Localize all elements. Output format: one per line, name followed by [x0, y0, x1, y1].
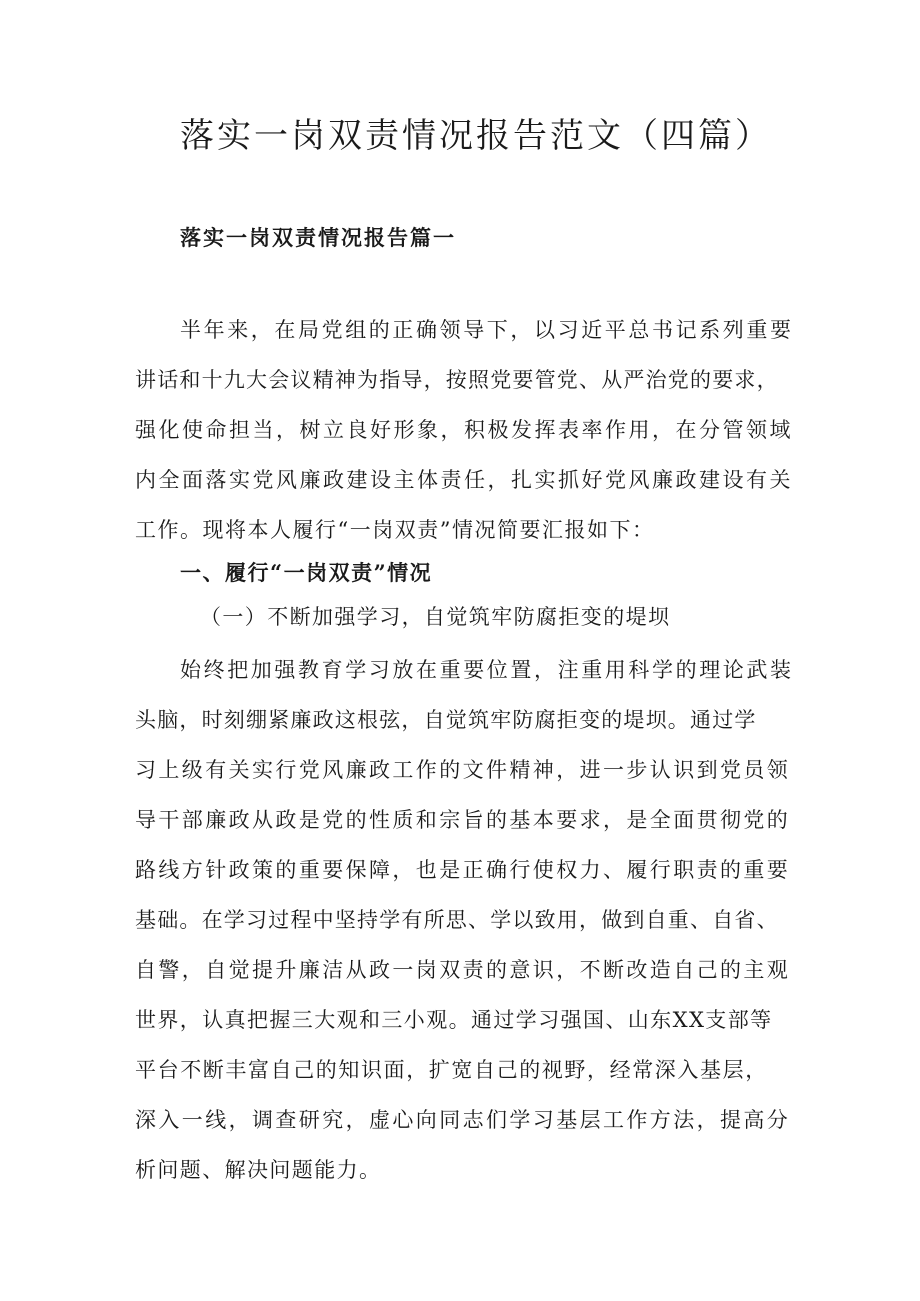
paragraph-line: 讲话和十九大会议精神为指导，按照党要管党、从严治党的要求，	[135, 368, 779, 392]
paragraph-line: 深入一线，调查研究，虚心向同志们学习基层工作方法，提高分	[135, 1108, 791, 1132]
paragraph-line: 基础。在学习过程中坚持学有所思、学以致用，做到自重、自省、	[135, 908, 779, 932]
paragraph-line: 平台不断丰富自己的知识面，扩宽自己的视野，经常深入基层，	[135, 1058, 768, 1082]
paragraph-line: 析问题、解决问题能力。	[135, 1158, 382, 1182]
paragraph-line: 头脑，时刻绷紧廉政这根弦，自觉筑牢防腐拒变的堤坝。通过学	[135, 708, 757, 732]
document-title: 落实一岗双责情况报告范文（四篇）	[180, 116, 772, 156]
paragraph-line: 习上级有关实行党风廉政工作的文件精神，进一步认识到党员领	[135, 758, 791, 782]
paragraph-line: 工作。现将本人履行“一岗双责”情况简要汇报如下：	[135, 518, 655, 542]
subheading-level-2: （一）不断加强学习，自觉筑牢防腐拒变的堤坝	[200, 605, 671, 629]
subheading-level-1: 一、履行“一岗双责”情况	[180, 560, 433, 585]
paragraph-line: 强化使命担当，树立良好形象，积极发挥表率作用，在分管领域	[135, 418, 793, 442]
section-heading: 落实一岗双责情况报告篇一	[180, 225, 456, 250]
paragraph-line: 导干部廉政从政是党的性质和宗旨的基本要求，是全面贯彻党的	[135, 808, 791, 832]
paragraph-line: 内全面落实党风廉政建设主体责任，扎实抓好党风廉政建设有关	[135, 468, 793, 492]
paragraph-line: 半年来，在局党组的正确领导下，以习近平总书记系列重要	[180, 318, 794, 342]
paragraph-line: 路线方针政策的重要保障，也是正确行使权力、履行职责的重要	[135, 858, 791, 882]
paragraph-line: 自警，自觉提升廉洁从政一岗双责的意识，不断改造自己的主观	[135, 958, 791, 982]
paragraph-line: 世界，认真把握三大观和三小观。通过学习强国、山东XX支部等	[135, 1008, 773, 1032]
paragraph-line: 始终把加强教育学习放在重要位置，注重用科学的理论武装	[180, 658, 794, 682]
